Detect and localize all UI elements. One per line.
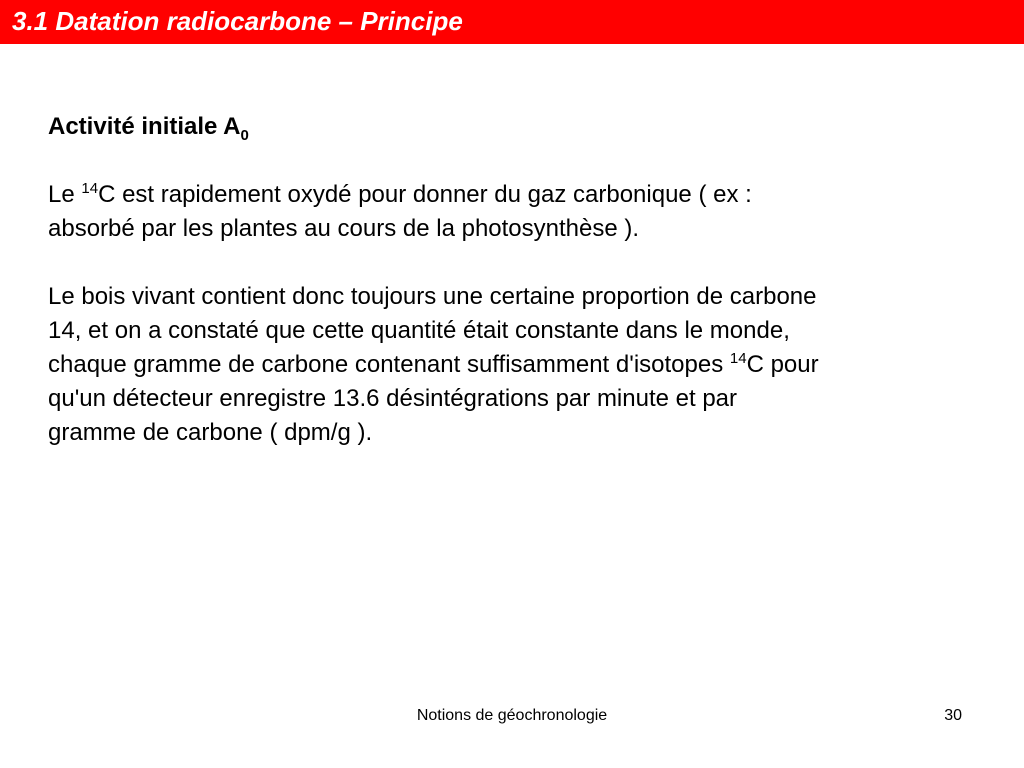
spacer — [48, 144, 988, 178]
heading-subscript: 0 — [240, 127, 249, 144]
slide-content — [48, 110, 988, 450]
text-segment: chaque gramme de carbone contenant suffisamment d'isotopes — [48, 351, 730, 378]
paragraph-line: 14, et on a constaté que cette quantité était constante dans le monde, — [48, 317, 790, 344]
section-heading — [48, 110, 988, 144]
paragraph-line — [48, 348, 988, 382]
paragraph-line: gramme de carbone ( dpm/g ). — [48, 419, 373, 446]
title-bar — [0, 0, 1024, 44]
page-number: 30 — [944, 707, 962, 724]
paragraph-line — [48, 178, 988, 212]
isotope-superscript: 14 — [729, 350, 747, 367]
isotope-superscript: 14 — [81, 180, 99, 197]
paragraph-line: qu'un détecteur enregistre 13.6 désintégrations par minute et par — [48, 385, 738, 412]
text-segment: C pour — [746, 351, 819, 378]
footer-title: Notions de géochronologie — [416, 707, 608, 724]
paragraph-oxidation — [48, 178, 988, 246]
paragraph-line: absorbé par les plantes au cours de la photosynthèse ). — [48, 215, 640, 242]
slide-title: 3.1 Datation radiocarbone – Principe — [12, 6, 463, 36]
text-segment: C est rapidement oxydé pour donner du gaz carbonique ( ex : — [98, 181, 752, 208]
text-segment: Le — [48, 181, 82, 208]
spacer — [48, 246, 988, 280]
heading-text: Activité initiale A — [48, 113, 241, 140]
paragraph-line: Le bois vivant contient donc toujours une certaine proportion de carbone — [48, 283, 817, 310]
paragraph-living-wood — [48, 280, 988, 450]
